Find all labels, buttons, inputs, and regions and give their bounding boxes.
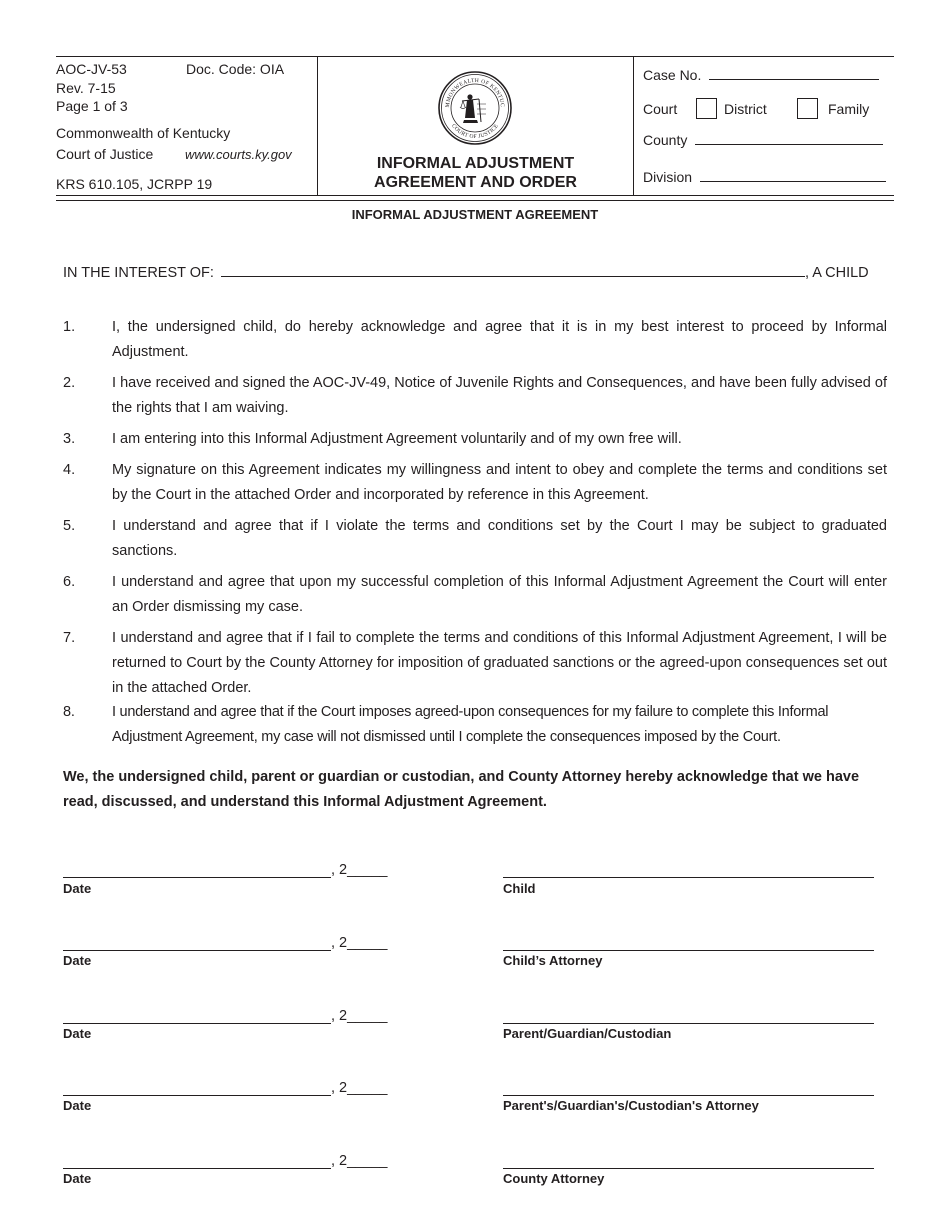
page-number: Page 1 of 3 bbox=[56, 98, 128, 114]
parent-attorney-signature-label: Parent's/Guardian's/Custodian's Attorney bbox=[503, 1098, 759, 1113]
date-line[interactable] bbox=[63, 950, 331, 951]
date-year-suffix: , 2_____ bbox=[331, 862, 388, 878]
date-label: Date bbox=[63, 1026, 92, 1041]
interest-of-line[interactable] bbox=[63, 262, 869, 281]
statute-reference: KRS 610.105, JCRPP 19 bbox=[56, 176, 213, 192]
list-item bbox=[63, 570, 887, 620]
parent-attorney-signature-line[interactable] bbox=[503, 1095, 874, 1096]
header-bottom-rule bbox=[56, 195, 894, 196]
date-line[interactable] bbox=[63, 1168, 331, 1169]
item-number: 8. bbox=[63, 704, 75, 720]
item-number: 7. bbox=[63, 630, 76, 646]
item-text: I have received and signed the AOC-JV-49, Notice of Juvenile Rights and Consequences, and have been fully advised of the rights that I am waiving. bbox=[112, 375, 887, 416]
case-number-label: Case No. bbox=[643, 67, 702, 83]
date-label: Date bbox=[63, 953, 92, 968]
org-line-1: Commonwealth of Kentucky bbox=[56, 125, 231, 141]
date-line[interactable] bbox=[63, 1095, 331, 1096]
item-number: 4. bbox=[63, 462, 76, 478]
list-item bbox=[63, 427, 887, 452]
county-label: County bbox=[643, 132, 688, 148]
county-line[interactable] bbox=[695, 130, 883, 145]
org-line-2: Court of Justice bbox=[56, 146, 154, 162]
item-text: I am entering into this Informal Adjustment Agreement voluntarily and of my own free will. bbox=[112, 431, 682, 447]
list-item bbox=[63, 626, 887, 701]
date-label: Date bbox=[63, 1171, 92, 1186]
seal-icon bbox=[437, 70, 513, 146]
division-field[interactable] bbox=[643, 167, 886, 187]
form-title-line-2: AGREEMENT AND ORDER bbox=[374, 174, 577, 191]
doc-code: Doc. Code: OIA bbox=[186, 61, 285, 77]
item-number: 6. bbox=[63, 574, 76, 590]
date-year-suffix: , 2_____ bbox=[331, 1153, 388, 1169]
item-text: I understand and agree that if the Court imposes agreed-upon consequences for my failure to complete this Informal Adjustment Agreement, my case will not dismissed until I complete the consequences imposed by the Court. bbox=[112, 704, 829, 745]
list-item bbox=[63, 700, 887, 750]
date-year-suffix: , 2_____ bbox=[331, 1008, 388, 1024]
date-label: Date bbox=[63, 1098, 92, 1113]
interest-of-label: IN THE INTEREST OF: bbox=[63, 265, 214, 281]
item-text: My signature on this Agreement indicates my willingness and intent to obey and complete the terms and conditions set by the Court in the attached Order and incorporated by reference in this Agreement. bbox=[112, 462, 887, 503]
form-title-line-1: INFORMAL ADJUSTMENT bbox=[376, 155, 575, 172]
list-item bbox=[63, 371, 887, 421]
parent-signature-label: Parent/Guardian/Custodian bbox=[503, 1026, 672, 1041]
section-title: INFORMAL ADJUSTMENT AGREEMENT bbox=[351, 207, 599, 222]
item-number: 1. bbox=[63, 319, 76, 335]
family-label: Family bbox=[828, 101, 870, 117]
header-top-rule bbox=[56, 56, 894, 57]
childs-attorney-signature-line[interactable] bbox=[503, 950, 874, 951]
childs-attorney-signature-label: Child’s Attorney bbox=[503, 953, 603, 968]
item-text: I understand and agree that if I violate the terms and conditions set by the Court I may be subject to graduated sanctions. bbox=[112, 518, 887, 559]
item-number: 5. bbox=[63, 518, 76, 534]
svg-text:COURT OF JUSTICE: COURT OF JUSTICE bbox=[450, 123, 500, 141]
court-label: Court bbox=[643, 101, 678, 117]
county-field[interactable] bbox=[643, 130, 883, 150]
list-item bbox=[63, 514, 887, 564]
date-line[interactable] bbox=[63, 877, 331, 878]
date-year-suffix: , 2_____ bbox=[331, 1080, 388, 1096]
form-number: AOC-JV-53 bbox=[56, 61, 127, 77]
header-bottom-rule-2 bbox=[56, 200, 894, 201]
district-checkbox[interactable] bbox=[696, 98, 717, 119]
county-attorney-signature-line[interactable] bbox=[503, 1168, 874, 1169]
date-line[interactable] bbox=[63, 1023, 331, 1024]
district-label: District bbox=[724, 101, 767, 117]
a-child-suffix: , A CHILD bbox=[804, 265, 869, 281]
header-divider-right bbox=[633, 56, 634, 195]
child-name-line[interactable] bbox=[221, 262, 805, 277]
date-year-suffix: , 2_____ bbox=[331, 935, 388, 951]
division-label: Division bbox=[643, 169, 693, 185]
item-text: I, the undersigned child, do hereby acknowledge and agree that it is in my best interest to proceed by Informal Adjustment. bbox=[112, 319, 887, 360]
item-text: I understand and agree that if I fail to complete the terms and conditions of this Informal Adjustment Agreement, I will be returned to Court by the County Attorney for imposition of graduated sanctions or the agreed-upon consequences set out in the attached Order. bbox=[112, 630, 887, 696]
division-line[interactable] bbox=[700, 167, 886, 182]
child-signature-label: Child bbox=[503, 881, 536, 896]
parent-signature-line[interactable] bbox=[503, 1023, 874, 1024]
list-item bbox=[63, 315, 887, 365]
revision: Rev. 7-15 bbox=[56, 80, 116, 96]
acknowledgement-paragraph: We, the undersigned child, parent or guardian or custodian, and County Attorney hereby acknowledge that we have read, discussed, and understand this Informal Adjustment Agreement. bbox=[63, 769, 860, 810]
item-text: I understand and agree that upon my successful completion of this Informal Adjustment Agreement the Court will enter an Order dismissing my case. bbox=[112, 574, 887, 615]
item-number: 2. bbox=[63, 375, 76, 391]
court-seal bbox=[437, 70, 513, 146]
county-attorney-signature-label: County Attorney bbox=[503, 1171, 605, 1186]
case-number-line[interactable] bbox=[709, 65, 879, 80]
item-number: 3. bbox=[63, 431, 76, 447]
child-signature-line[interactable] bbox=[503, 877, 874, 878]
family-checkbox[interactable] bbox=[797, 98, 818, 119]
case-number-field[interactable] bbox=[643, 65, 879, 85]
date-label: Date bbox=[63, 881, 92, 896]
website-link[interactable]: www.courts.ky.gov bbox=[185, 147, 292, 162]
list-item bbox=[63, 458, 887, 508]
svg-text:COMMONWEALTH OF KENTUCKY: MMONWEALTH OF KENTUC bbox=[444, 77, 506, 108]
